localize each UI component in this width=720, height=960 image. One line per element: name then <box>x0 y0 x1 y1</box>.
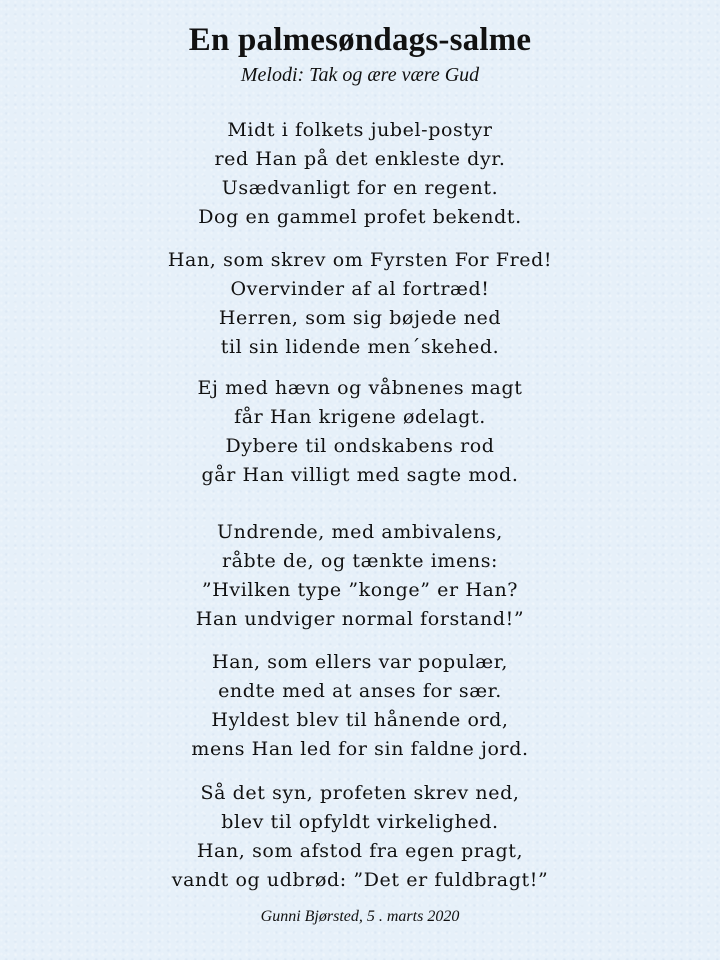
stanza-line: Hyldest blev til hånende ord, <box>211 709 509 731</box>
stanza-6 <box>0 779 720 895</box>
stanza-line: vandt og udbrød: ”Det er fuldbragt!” <box>171 869 549 891</box>
stanza-line: Midt i folkets jubel-postyr <box>227 119 493 141</box>
stanza-4 <box>0 518 720 634</box>
stanza-line: Han, som afstod fra egen pragt, <box>196 840 524 862</box>
stanza-line: Han undviger normal forstand!” <box>195 608 525 630</box>
stanza-line: Herren, som sig bøjede ned <box>218 307 502 329</box>
stanza-1 <box>0 116 720 232</box>
author-signature: Gunni Bjørsted, 5 . marts 2020 <box>260 908 460 925</box>
stanza-line: Dybere til ondskabens rod <box>225 435 495 457</box>
stanza-line: Så det syn, profeten skrev ned, <box>200 782 520 804</box>
stanza-line: Undrende, med ambivalens, <box>217 521 503 543</box>
stanza-line: Usædvanligt for en regent. <box>221 177 499 199</box>
stanza-5 <box>0 648 720 764</box>
stanza-line: ”Hvilken type ”konge” er Han? <box>201 579 519 601</box>
stanza-line: Ej med hævn og våbnenes magt <box>197 377 523 399</box>
stanza-line: går Han villigt med sagte mod. <box>201 464 519 486</box>
stanza-line: til sin lidende men´skehed. <box>220 336 500 358</box>
stanza-2 <box>0 246 720 362</box>
stanza-3 <box>0 374 720 490</box>
stanza-line: red Han på det enkleste dyr. <box>214 148 506 170</box>
stanza-line: endte med at anses for sær. <box>218 680 502 702</box>
stanza-line: får Han krigene ødelagt. <box>234 406 486 428</box>
stanza-line: Han, som ellers var populær, <box>212 651 508 673</box>
stanza-line: blev til opfyldt virkelighed. <box>221 811 499 833</box>
stanza-line: Dog en gammel profet bekendt. <box>198 206 522 228</box>
poem-title: En palmesøndags-salme <box>188 22 532 58</box>
melody-subtitle: Melodi: Tak og ære være Gud <box>240 64 480 86</box>
stanza-line: råbte de, og tænkte imens: <box>221 550 499 572</box>
stanza-line: Han, som skrev om Fyrsten For Fred! <box>167 249 553 271</box>
stanza-line: Overvinder af al fortræd! <box>230 278 490 300</box>
stanza-line: mens Han led for sin faldne jord. <box>191 738 529 760</box>
